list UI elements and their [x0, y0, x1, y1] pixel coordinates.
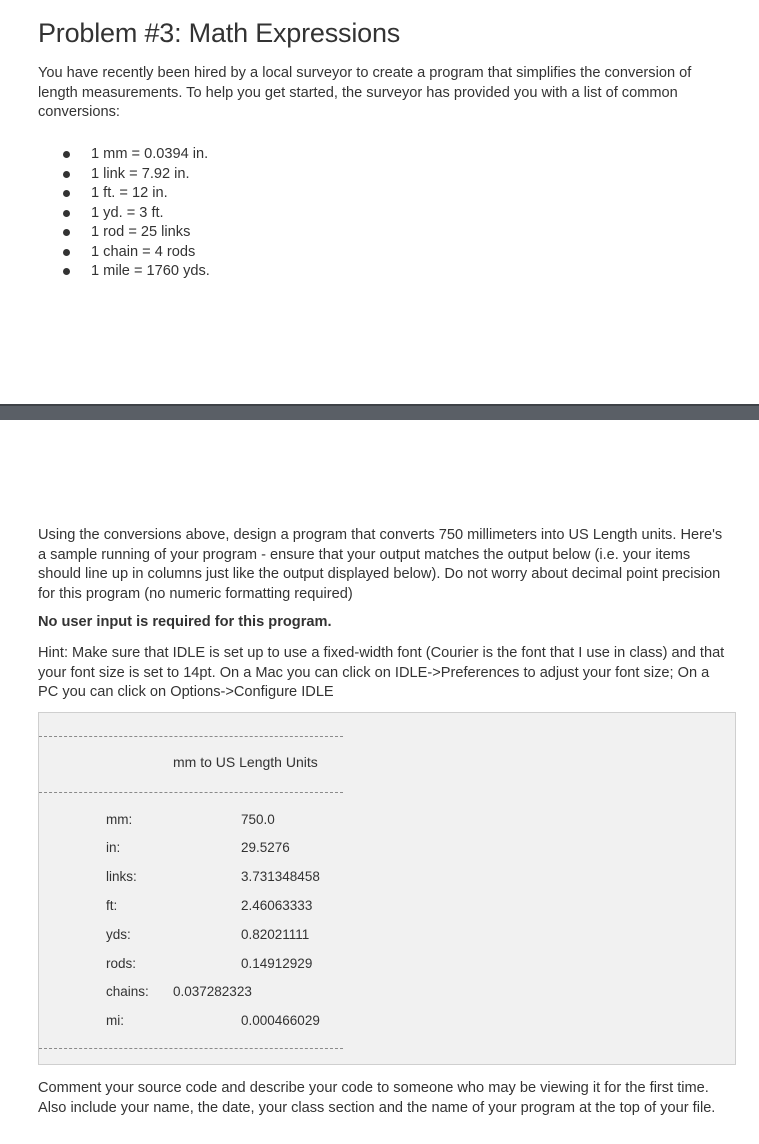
dashed-rule: [39, 792, 343, 793]
output-value: 0.14912929: [241, 956, 313, 971]
output-value: 3.731348458: [241, 869, 320, 884]
list-item: 1 mm = 0.0394 in.: [38, 145, 210, 165]
bullet-icon: [63, 190, 70, 197]
sample-heading: mm to US Length Units: [173, 754, 318, 770]
list-item: 1 link = 7.92 in.: [38, 165, 210, 185]
output-label: yds:: [106, 927, 131, 942]
sample-output-box: [38, 712, 736, 1065]
output-label: mm:: [106, 812, 133, 827]
output-value: 29.5276: [241, 840, 290, 855]
conversion-list: [38, 145, 210, 282]
output-value: 0.000466029: [241, 1013, 320, 1028]
output-value: 2.46063333: [241, 898, 313, 913]
bullet-icon: [63, 210, 70, 217]
bullet-icon: [63, 229, 70, 236]
task-paragraph: Using the conversions above, design a program that converts 750 millimeters into US Length units. Here's a sample running of your program - ensure that your output matches the output below (i.e. your items should line up in columns just like the output displayed below). Do not worry about decimal point precision for this program (no numeric formatting required): [38, 527, 723, 602]
dashed-rule: [39, 1048, 343, 1049]
output-label: rods:: [106, 956, 137, 971]
list-item: 1 mile = 1760 yds.: [38, 262, 210, 282]
output-label: links:: [106, 869, 137, 884]
bullet-icon: [63, 171, 70, 178]
output-value: 0.82021111: [241, 927, 310, 942]
list-item: 1 chain = 4 rods: [38, 243, 210, 263]
intro-paragraph: You have recently been hired by a local surveyor to create a program that simplifies the conversion of length measurements. To help you get started, the surveyor has provided you with a list of common conversions:: [38, 65, 692, 120]
output-value: 750.0: [241, 812, 275, 827]
list-item: 1 ft. = 12 in.: [38, 184, 210, 204]
output-label: mi:: [106, 1013, 124, 1028]
list-item: 1 rod = 25 links: [38, 223, 210, 243]
bullet-icon: [63, 249, 70, 256]
bullet-icon: [63, 151, 70, 158]
output-label: ft:: [106, 898, 118, 913]
section-divider: [0, 404, 759, 420]
page-title: Problem #3: Math Expressions: [38, 18, 401, 48]
output-label: in:: [106, 840, 121, 855]
bullet-icon: [63, 268, 70, 275]
list-item: 1 yd. = 3 ft.: [38, 204, 210, 224]
hint-paragraph: Hint: Make sure that IDLE is set up to use a fixed-width font (Courier is the font that I use in class) and that your font size is set to 14pt. On a Mac you can click on IDLE->Preferences to adjust your font size; On a PC you can click on Options->Configure IDLE: [38, 645, 725, 700]
dashed-rule: [39, 736, 343, 737]
output-value: 0.037282323: [173, 984, 252, 999]
closing-paragraph: Comment your source code and describe your code to someone who may be viewing it for the first time. Also include your name, the date, your class section and the name of your program at the top of your file.: [38, 1080, 716, 1116]
no-input-note: No user input is required for this program.: [38, 614, 332, 630]
output-label: chains:: [106, 984, 149, 999]
